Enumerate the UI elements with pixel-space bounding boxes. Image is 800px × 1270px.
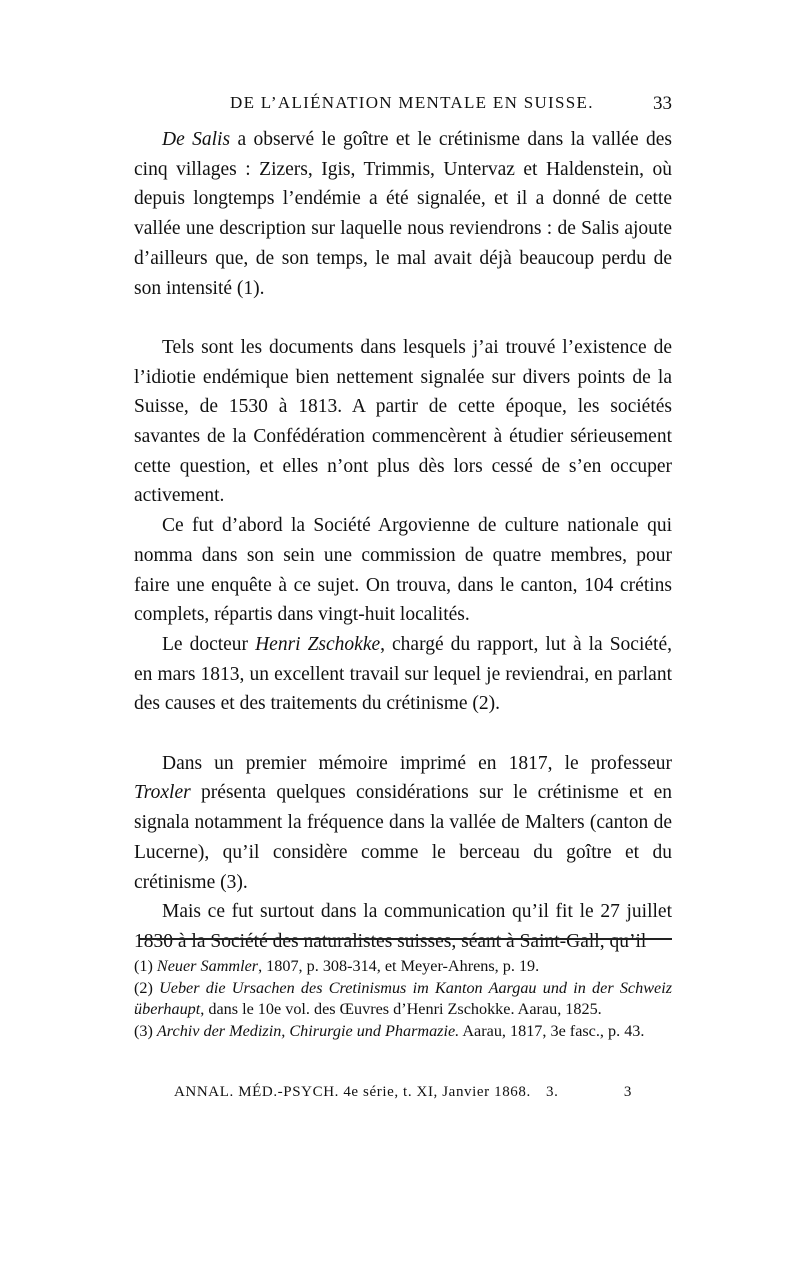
footnote-rule (140, 938, 672, 940)
paragraph-2: Tels sont les documents dans lesquels j’ai trouvé l’existence de l’idiotie endémique bien nettement signalée sur divers points de la Suisse, de 1530 à 1813. A partir de cette époque, les sociétés savantes de la Confédération commencèrent à étudier sérieusement cette question, et elles n’ont plus dès lors cessé de s’en occuper activement. (134, 336, 672, 507)
body-text (134, 125, 672, 957)
author-name-zschokke: Henri Zschokke (255, 633, 381, 655)
footer-signature-mark: 3. (546, 1084, 559, 1100)
footnotes (134, 956, 672, 1042)
running-head (134, 93, 672, 119)
paragraph-5: Dans un premier mémoire imprimé en 1817, le professeur Troxler présenta quelques considérations sur le crétinisme et en signala notamment la fréquence dans la vallée de Malters (canton de Lucerne), qu’il considère comme le berceau du goître et du crétinisme (3). (134, 752, 672, 893)
footnote-3: (3) Archiv der Medizin, Chirurgie und Pharmazie. Aarau, 1817, 3e fasc., p. 43. (134, 1021, 645, 1040)
footnote-2: (2) Ueber die Ursachen des Cretinismus im Kanton Aargau und in der Schweiz überhaupt, dans le 10e vol. des Œuvres d’Henri Zschokke. Aarau, 1825. (134, 978, 672, 1018)
running-head-title: DE L’ALIÉNATION MENTALE EN SUISSE. (230, 93, 594, 112)
paragraph-4: Le docteur Henri Zschokke, chargé du rapport, lut à la Société, en mars 1813, un excellent travail sur lequel je reviendrai, en parlant des causes et des traitements du crétinisme (2). (134, 633, 672, 715)
footer-signature-number: 3 (623, 1084, 632, 1100)
paragraph-3: Ce fut d’abord la Société Argovienne de culture nationale qui nomma dans son sein une commission de quatre membres, pour faire une enquête à ce sujet. On trouva, dans le canton, 104 crétins complets, répartis dans vingt-huit localités. (134, 515, 672, 626)
paragraph-6: Mais ce fut surtout dans la communication qu’il fit le 27 juillet 1830 à la Société des naturalistes suisses, séant à Saint-Gall, qu’il (134, 901, 672, 952)
page-footer (134, 1084, 672, 1106)
author-name-de-salis: De Salis (162, 129, 231, 150)
paragraph-1: De Salis a observé le goître et le crétinisme dans la vallée des cinq villages : Zizers, Igis, Trimmis, Untervaz et Haldenstein, où depuis longtemps l’endémie a été signalée, et il a donné de cette vallée une description sur laquelle nous reviendrons : de Salis ajoute d’ailleurs que, de son temps, le mal avait déjà beaucoup perdu de son intensité (1). (134, 129, 672, 299)
footnote-1: (1) Neuer Sammler, 1807, p. 308-314, et Meyer-Ahrens, p. 19. (134, 957, 540, 975)
author-name-troxler: Troxler (134, 782, 191, 804)
page-number: 33 (653, 93, 672, 114)
footer-citation: ANNAL. MÉD.-PSYCH. 4e série, t. XI, Janvier 1868. (174, 1084, 531, 1100)
